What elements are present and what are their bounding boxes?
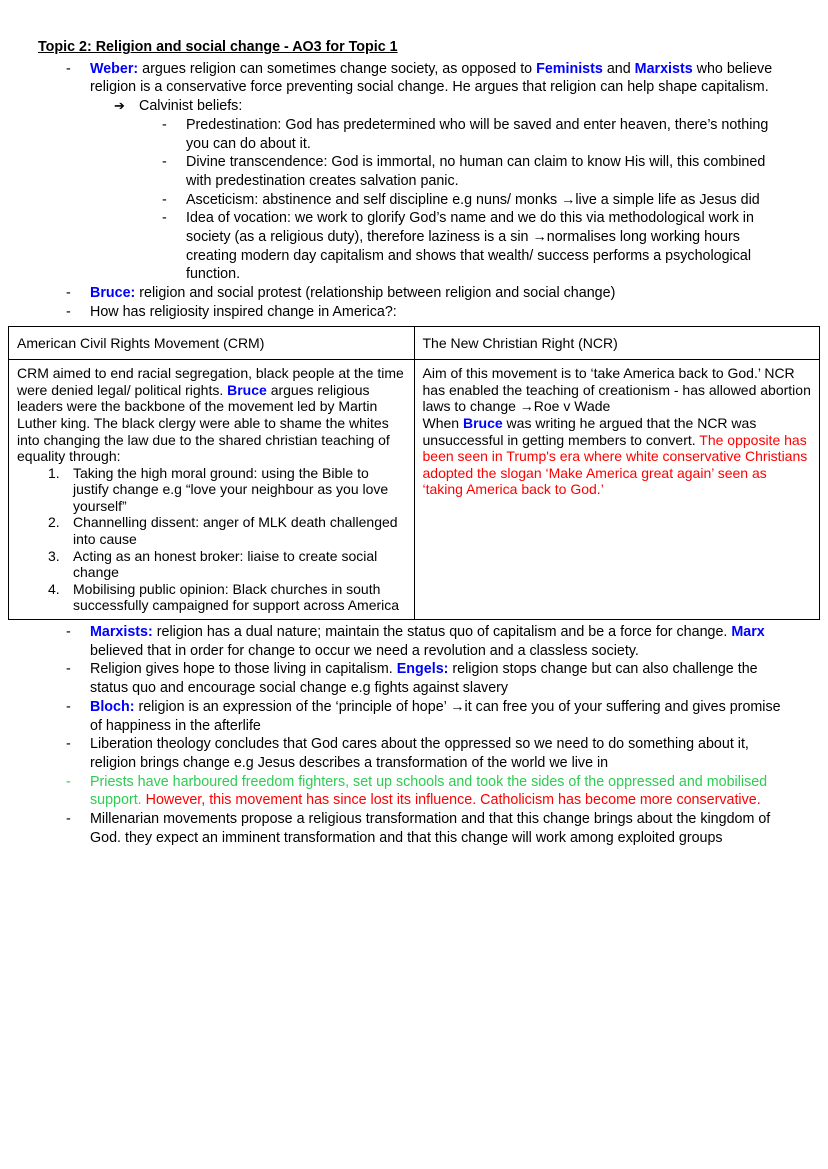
bullet-text <box>90 660 790 697</box>
bullet-item <box>66 303 790 322</box>
bullet-item <box>66 810 790 847</box>
text-run: Divine transcendence: God is immortal, no human can claim to know His will, this combined with predestination creates salvation panic. <box>186 154 766 189</box>
item-text <box>73 465 406 515</box>
item-number: 1. <box>48 464 60 481</box>
numbered-item <box>48 548 406 581</box>
bullet-item <box>162 116 790 153</box>
item-number: 3. <box>48 547 60 564</box>
item-number: 2. <box>48 514 60 531</box>
dash-bullet-marker: - <box>162 116 167 133</box>
comparison-table <box>8 326 820 621</box>
page-title: Topic 2: Religion and social change - AO3 for Topic 1 <box>38 39 398 55</box>
cell-paragraph <box>423 415 812 498</box>
dash-bullet-marker: - <box>66 285 71 302</box>
bullet-item <box>66 60 790 97</box>
cell-paragraph <box>17 365 406 465</box>
text-run: argues religion can sometimes change society, as opposed to <box>138 60 537 77</box>
text-run: believed that in order for change to occur we need a revolution and a classless society. <box>90 642 639 659</box>
text-run: religion and social protest (relationship between religion and social change) <box>135 285 616 302</box>
bullet-text <box>90 284 790 303</box>
text-run: Taking the high moral ground: using the Bible to justify change e.g “love your neighbour as you love yourself” <box>73 464 389 514</box>
text-run: religion has a dual nature; maintain the status quo of capitalism and be a force for change. <box>152 624 732 641</box>
bullet-item <box>66 660 790 697</box>
dash-bullet-marker: - <box>66 811 71 828</box>
arrow-bullet-marker: ➔ <box>114 98 125 114</box>
text-run: Channelling dissent: anger of MLK death challenged into cause <box>73 514 398 548</box>
text-run: religion stops change but can also challenge the status quo and encourage social change e.g fights against slavery <box>90 661 758 697</box>
bullet-item <box>66 735 790 772</box>
blue-text-run: Bloch: <box>90 698 135 715</box>
item-text <box>73 514 406 547</box>
dash-bullet-marker: - <box>66 736 71 753</box>
red-text-run: The opposite has been seen in Trump's era where white conservative Christians adopted the slogan ‘Make America great again’ seen as ‘taking America back to God.’ <box>422 431 808 498</box>
dash-bullet-marker: - <box>66 773 71 790</box>
dash-bullet-marker: - <box>162 210 167 227</box>
text-run: When <box>422 414 463 431</box>
numbered-item <box>48 514 406 547</box>
bullet-text <box>90 623 790 660</box>
text-run: Idea of vocation: we work to glorify God’s name and we do this via methodological work in society (as a religious duty), therefore laziness is a sin →normalises long working hours creating modern day capitalism and shows that wealth/ success performs a psychological function. <box>186 210 754 283</box>
bullet-text <box>186 153 790 190</box>
item-text <box>73 548 406 581</box>
bullet-item <box>66 623 790 660</box>
bullet-text <box>90 60 790 97</box>
blue-text-run: Marxists <box>634 60 693 77</box>
text-run: Liberation theology concludes that God cares about the oppressed so we need to do something about it, religion brings change e.g Jesus describes a transformation of the world we live in <box>90 736 749 771</box>
document-content <box>17 38 811 847</box>
table-header-crm: American Civil Rights Movement (CRM) <box>9 326 415 360</box>
bullet-text <box>186 191 790 210</box>
blue-text-run: Bruce <box>227 381 267 398</box>
text-run: Asceticism: abstinence and self discipline e.g nuns/ monks →live a simple life as Jesus did <box>186 191 760 208</box>
bullet-text <box>90 698 790 735</box>
text-run: religion is an expression of the ‘principle of hope’ →it can free you of your suffering and gives promise of happiness in the afterlife <box>90 698 781 734</box>
bullet-item <box>66 698 790 735</box>
bullet-text <box>90 303 790 322</box>
bullet-text <box>90 773 790 810</box>
blue-text-run: Engels: <box>396 661 449 678</box>
dash-bullet-marker: - <box>66 60 71 77</box>
dash-bullet-marker: - <box>162 191 167 208</box>
table-header-ncr: The New Christian Right (NCR) <box>414 326 820 360</box>
table-cell-crm <box>9 360 415 620</box>
dash-bullet-marker: - <box>162 154 167 171</box>
text-run: was writing he argued that the NCR was unsuccessful in getting members to convert. <box>422 414 757 448</box>
blue-text-run: Bruce <box>462 414 503 431</box>
table-cell-ncr <box>414 360 820 620</box>
blue-text-run: Feminists <box>536 60 603 77</box>
blue-text-run: Bruce: <box>90 285 136 302</box>
bullet-text <box>139 97 790 116</box>
bullet-text <box>90 735 790 772</box>
bullet-item <box>162 191 790 210</box>
dash-bullet-marker: - <box>66 303 71 320</box>
text-run: Aim of this movement is to ‘take America back to God.’ NCR has enabled the teaching of creationism - has allowed abortion laws to change →Roe v Wade <box>422 365 811 415</box>
text-run: Acting as an honest broker: liaise to create social change <box>73 547 378 581</box>
numbered-item <box>48 465 406 515</box>
text-run: How has religiosity inspired change in America?: <box>90 303 397 320</box>
red-text-run: However, this movement has since lost its influence. Catholicism has become more conservative. <box>145 792 761 809</box>
bullet-item <box>66 773 790 810</box>
blue-text-run: Weber: <box>90 60 139 77</box>
text-run: CRM aimed to end racial segregation, black people at the time were denied legal/ political rights. <box>17 365 404 398</box>
text-run: Millenarian movements propose a religious transformation and that this change brings about the kingdom of God. they expect an imminent transformation and that this change will work among exploited groups <box>90 811 771 846</box>
text-run: Religion gives hope to those living in capitalism. <box>90 661 397 678</box>
blue-text-run: Marx <box>731 624 765 641</box>
bullet-text <box>186 116 790 153</box>
bullet-item <box>66 284 790 303</box>
table-body-row <box>9 360 820 620</box>
dash-bullet-marker: - <box>66 698 71 715</box>
bullet-text <box>186 209 790 284</box>
item-number: 4. <box>48 580 60 597</box>
green-text-run: Priests have harboured freedom fighters, set up schools and took the sides of the oppressed and mobilised support. <box>90 773 768 809</box>
dash-bullet-marker: - <box>66 661 71 678</box>
bullet-item <box>162 209 790 284</box>
text-run: and <box>602 60 635 77</box>
bullet-item <box>114 97 790 116</box>
dash-bullet-marker: - <box>66 624 71 641</box>
bullet-item <box>162 153 790 190</box>
text-run: who believe religion is a conservative force preventing social change. He argues that religion can help shape capitalism. <box>90 60 773 96</box>
text-run: Mobilising public opinion: Black churches in south successfully campaigned for support across America <box>73 580 400 614</box>
text-run: Calvinist beliefs: <box>139 98 243 115</box>
cell-paragraph <box>423 365 812 415</box>
bullet-text <box>90 810 790 847</box>
table-header-row <box>9 326 820 360</box>
text-run: argues religious leaders were the backbone of the movement led by Martin Luther king. The black clergy were able to shame the whites into changing the law due to the shared christian teaching of equality through: <box>17 381 390 465</box>
numbered-item <box>48 581 406 614</box>
blue-text-run: Marxists: <box>90 624 153 641</box>
item-text <box>73 581 406 614</box>
text-run: Predestination: God has predetermined who will be saved and enter heaven, there’s nothing you can do about it. <box>186 116 769 152</box>
